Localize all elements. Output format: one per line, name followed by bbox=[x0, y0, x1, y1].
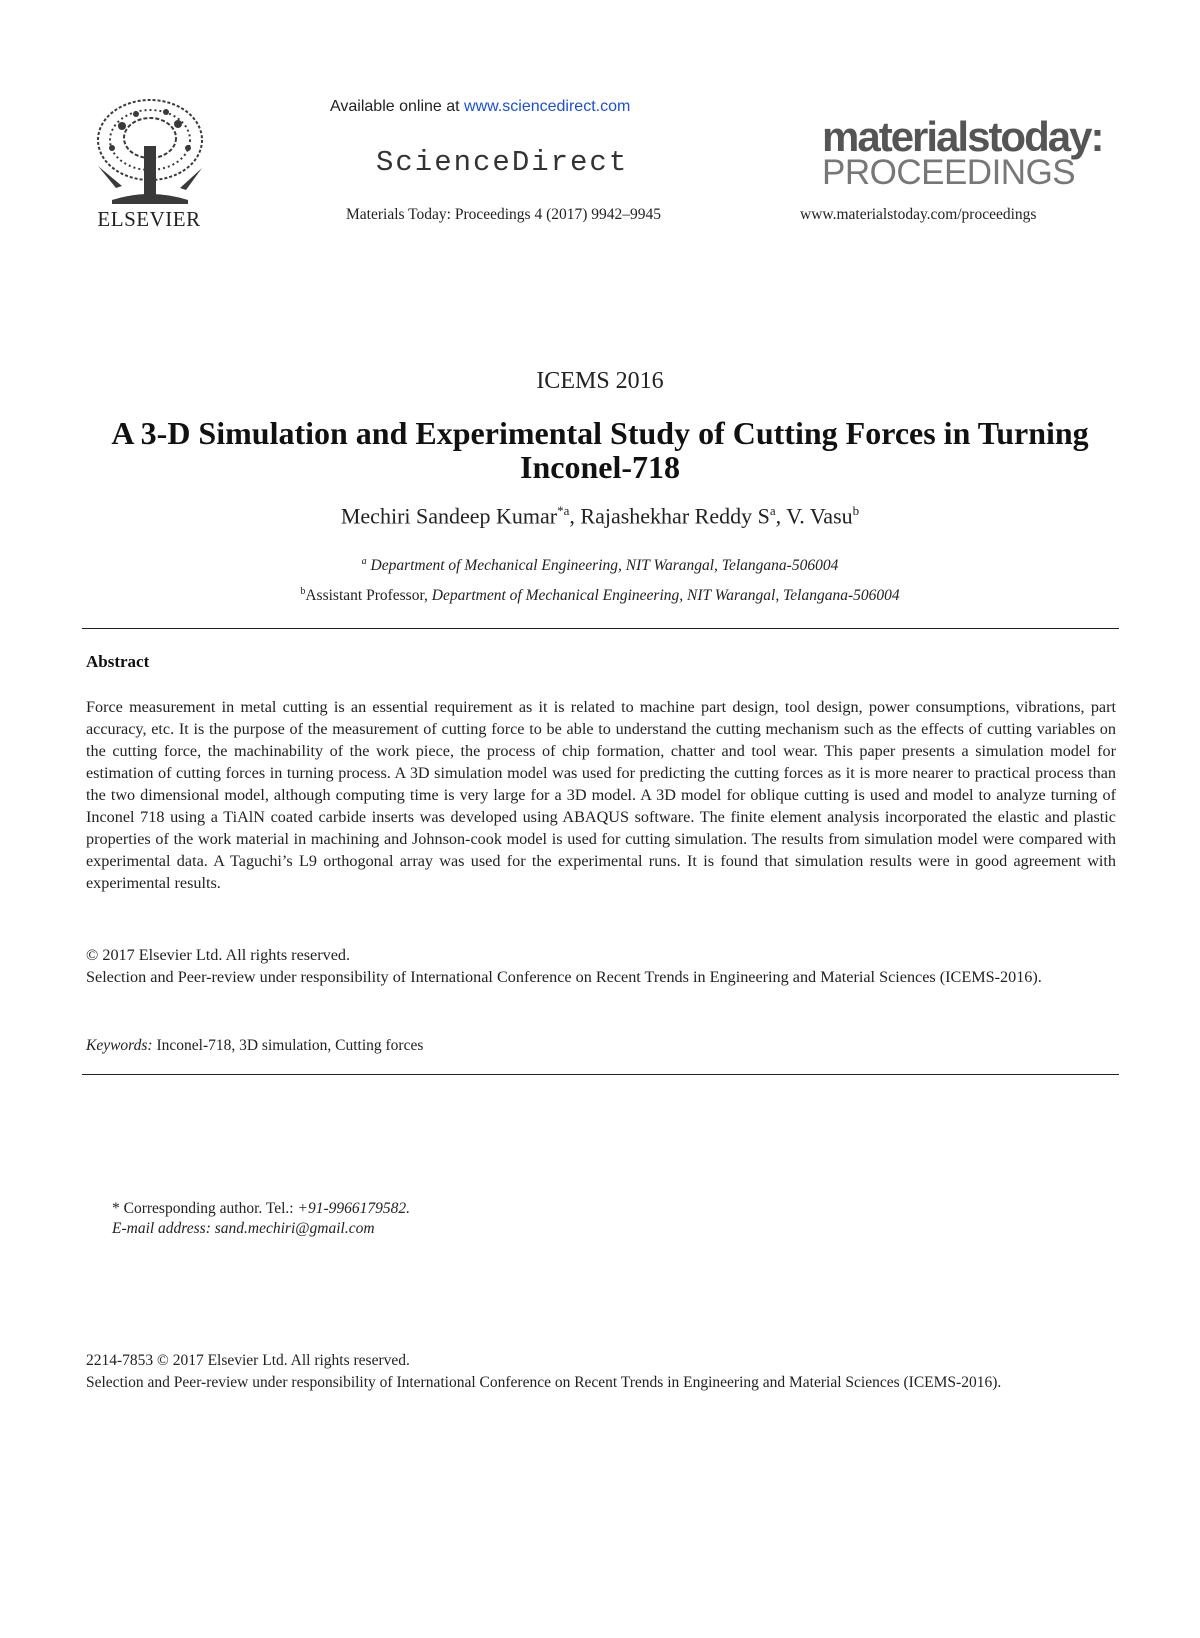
affiliation-b bbox=[0, 586, 1200, 605]
author-separator: , bbox=[569, 503, 581, 529]
author-mark: b bbox=[852, 503, 860, 518]
corresponding-email[interactable]: E-mail address: sand.mechiri@gmail.com bbox=[112, 1220, 375, 1237]
author-mark: *a bbox=[557, 503, 570, 518]
platform-name: ScienceDirect bbox=[376, 146, 629, 179]
publisher-logo-text: ELSEVIER bbox=[97, 207, 201, 231]
elsevier-tree-icon bbox=[92, 96, 208, 206]
author-list bbox=[0, 503, 1200, 529]
abstract-text: Force measurement in metal cutting is an essential requirement as it is related to machine part design, tool design, power consumptions, vibrations, part accuracy, etc. It is the purpose of the measurement of cutting force to be able to understand the cutting mechanism such as the effects of cutting variables on the cutting force, the machinability of the work piece, the process of chip formation, chatter and tool wear. This paper presents a simulation model for estimation of cutting forces in turning process. A 3D simulation model was used for predicting the cutting forces as it is more nearer to practical process than the two dimensional model, although computing time is very large for a 3D model. A 3D model for oblique cutting is used and model to analyze turning of Inconel 718 using a TiAlN coated carbide inserts was developed using ABAQUS software. The finite element analysis incorporated the elastic and plastic properties of the work material in machining and Johnson-cook model is used for cutting simulation. The results from simulation model were compared with experimental data. A Taguchi’s L9 orthogonal array was used for the experimental runs. It is found that simulation results were in good agreement with experimental results. bbox=[86, 698, 1116, 892]
affiliation-prefix: Assistant Professor, bbox=[305, 587, 432, 605]
journal-url[interactable]: www.materialstoday.com/proceedings bbox=[800, 206, 1037, 223]
author-name: Mechiri Sandeep Kumar bbox=[340, 503, 558, 529]
affiliation-text: Department of Mechanical Engineering, NIT Warangal, Telangana-506004 bbox=[366, 557, 839, 575]
author-name: Rajashekhar Reddy S bbox=[580, 503, 770, 529]
paper-title: A 3-D Simulation and Experimental Study of Cutting Forces in Turning Inconel-718 bbox=[111, 415, 1089, 485]
corresponding-author bbox=[112, 1198, 410, 1220]
issn-line: 2214-7853 © 2017 Elsevier Ltd. All rights reserved. bbox=[86, 1352, 410, 1369]
journal-reference: Materials Today: Proceedings 4 (2017) 9942–9945 bbox=[346, 206, 662, 223]
top-divider bbox=[82, 628, 1119, 629]
abstract-copyright bbox=[86, 944, 1116, 988]
keywords-value: Inconel-718, 3D simulation, Cutting forces bbox=[152, 1037, 424, 1054]
affiliation-mark: b bbox=[300, 586, 306, 597]
affiliation-mark: a bbox=[361, 556, 367, 567]
abstract-heading: Abstract bbox=[86, 652, 150, 671]
affiliation-text: Department of Mechanical Engineering, NIT Warangal, Telangana-506004 bbox=[431, 587, 900, 605]
affiliation-a bbox=[0, 556, 1200, 575]
available-prefix: Available online at bbox=[330, 98, 465, 115]
peer-review-line: Selection and Peer-review under responsibility of International Conference on Recent Trends in Engineering and Material Sciences (ICEMS-2016). bbox=[86, 968, 1042, 986]
author-mark: a bbox=[769, 503, 776, 518]
author-separator: , bbox=[775, 503, 787, 529]
page-footer bbox=[86, 1350, 1116, 1394]
keywords-label: Keywords: bbox=[86, 1037, 153, 1054]
corresponding-tel: +91-9966179582. bbox=[297, 1200, 410, 1217]
sciencedirect-link[interactable]: www.sciencedirect.com bbox=[464, 98, 631, 115]
keywords-line bbox=[86, 1037, 1116, 1055]
copyright-line: © 2017 Elsevier Ltd. All rights reserved. bbox=[86, 946, 351, 964]
corresponding-prefix: * Corresponding author. Tel.: bbox=[112, 1200, 298, 1217]
footer-peer-review: Selection and Peer-review under responsibility of International Conference on Recent Trends in Engineering and Material Sciences (ICEMS-2016). bbox=[86, 1374, 1002, 1391]
journal-logo-line1: materialstoday: bbox=[822, 113, 1103, 160]
bottom-divider bbox=[82, 1074, 1119, 1075]
journal-logo-line2: PROCEEDINGS bbox=[822, 153, 1076, 192]
available-online-line bbox=[330, 98, 720, 116]
conference-name: ICEMS 2016 bbox=[536, 368, 664, 394]
author-name: V. Vasu bbox=[786, 503, 853, 529]
journal-logo bbox=[822, 113, 1103, 192]
